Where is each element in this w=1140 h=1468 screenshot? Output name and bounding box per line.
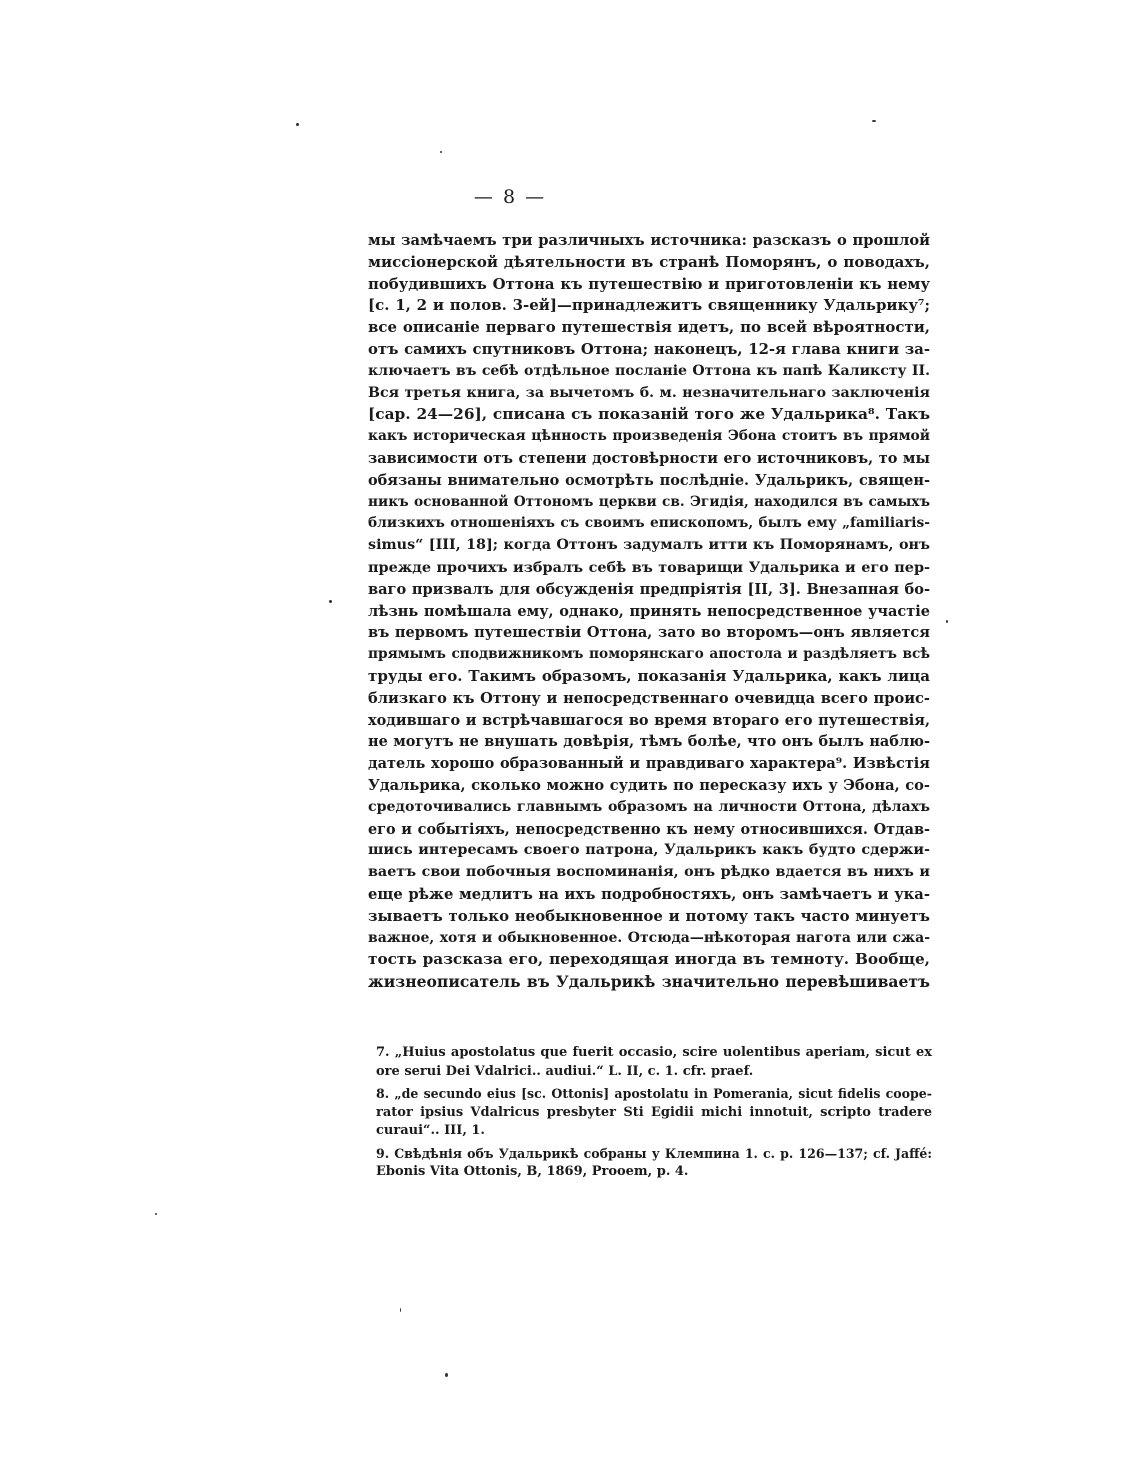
body-line: все описаніе перваго путешествія идетъ, по всей вѣроятности, <box>368 318 930 337</box>
body-line: ваетъ свои побочныя воспоминанія, онъ рѣдко вдается въ нихъ и <box>368 864 930 881</box>
body-line: тость разсказа его, переходящая иногда въ темноту. Вообще, <box>368 950 930 969</box>
body-line: побудившихъ Оттона къ путешествію и приготовленіи къ нему <box>368 274 930 293</box>
body-line: жизнеописатель въ Удальрикѣ значительно перевѣшиваетъ <box>368 972 930 992</box>
scan-speck <box>155 1213 157 1215</box>
footnote-line: 7. „Huius apostolatus que fuerit occasio, scire uolentibus aperiam, sicut ex <box>376 1045 932 1060</box>
body-line: близкихъ отношеніяхъ съ своимъ епископомъ, былъ ему „familiaris- <box>368 515 930 532</box>
body-line: зываетъ только необыкновенное и потому такъ часто минуетъ <box>368 906 930 925</box>
scan-speck <box>946 620 948 623</box>
footnote-line: curaui“.. III, 1. <box>376 1123 485 1138</box>
body-line: его и событіяхъ, непосредственно къ нему относившихся. Отдав- <box>368 820 930 838</box>
footnote-line: 9. Свѣдѣнія объ Удальрикѣ собраны у Клемпина 1. с. р. 126—137; cf. Jaffé: <box>376 1145 932 1161</box>
body-line: ваго призвалъ для обсужденія предпріятія [II, 3]. Внезапная бо- <box>368 580 930 598</box>
body-line: ходившаго и встрѣчавшагося во время втораго его путешествія, <box>368 711 930 729</box>
body-line: мы замѣчаемъ три различныхъ источника: разсказъ о прошлой <box>368 232 930 249</box>
body-line: прямымъ сподвижникомъ поморянскаго апостола и раздѣляетъ всѣ <box>368 646 930 663</box>
body-text <box>368 230 930 993</box>
footnote <box>376 1044 932 1081</box>
body-line: [с. 1, 2 и полов. 3-ей]—принадлежитъ священнику Удальрику⁷; <box>368 296 930 315</box>
body-line: важное, хотя и обыкновенное. Отсюда—нѣкоторая нагота или сжа- <box>368 929 930 946</box>
page-number: — 8 — <box>473 186 547 208</box>
body-line: Вся третья книга, за вычетомъ б. м. незначительнаго заключенія <box>368 384 930 401</box>
scan-speck <box>440 151 442 153</box>
body-line: еще рѣже медлитъ на ихъ подробностяхъ, онъ замѣчаетъ и ука- <box>368 885 930 903</box>
footnotes <box>376 1044 932 1186</box>
body-line: не могутъ не внушать довѣрія, тѣмъ болѣе, что онъ былъ наблю- <box>368 733 930 751</box>
body-line: лѣзнь помѣшала ему, однако, принять непосредственное участіе <box>368 602 930 620</box>
body-line: труды его. Такимъ образомъ, показанія Удальрика, какъ лица <box>368 666 930 685</box>
footnote-line: ore serui Dei Vdalrici.. audiui.“ L. II, c. 1. cfr. praef. <box>376 1063 754 1079</box>
body-line: въ первомъ путешествіи Оттона, зато во второмъ—онъ является <box>368 624 930 642</box>
body-line: шись интересамъ своего патрона, Удальрикъ какъ будто сдержи- <box>368 842 930 859</box>
body-line: датель хорошо образованный и правдиваго характера⁹. Извѣстія <box>368 755 930 773</box>
scan-speck <box>329 600 332 603</box>
scan-speck <box>296 123 299 126</box>
scan-speck <box>400 1308 401 1312</box>
body-line: отъ самихъ спутниковъ Оттона; наконецъ, 12-я глава книги за- <box>368 340 930 358</box>
body-line: simus“ [III, 18]; когда Оттонъ задумалъ итти къ Поморянамъ, онъ <box>368 537 930 554</box>
body-line: обязаны внимательно осмотрѣть послѣдніе. Удальрикъ, священ- <box>368 471 930 489</box>
footnote <box>376 1145 932 1182</box>
scan-speck <box>445 1373 448 1377</box>
body-line: какъ историческая цѣнность произведенія Эбона стоитъ въ прямой <box>368 428 930 445</box>
body-line: Удальрика, сколько можно судить по пересказу ихъ у Эбона, со- <box>368 776 930 794</box>
body-line: никъ основанной Оттономъ церкви св. Эгидія, находился въ самыхъ <box>368 493 930 510</box>
scan-speck <box>872 120 876 122</box>
body-line: близкаго къ Оттону и непосредственнаго очевидца всего проис- <box>368 689 930 707</box>
body-line: прежде прочихъ избралъ себѣ въ товарищи Удальрика и его пер- <box>368 558 930 576</box>
body-line: [сар. 24—26], списана съ показаній того же Удальрика⁸. Такъ <box>368 405 930 424</box>
body-line: зависимости отъ степени достовѣрности его источниковъ, то мы <box>368 449 930 467</box>
body-line: ключаетъ въ себѣ отдѣльное посланіе Оттона къ папѣ Каликсту II. <box>368 362 930 379</box>
footnote-line: 8. „de secundo eius [sc. Ottonis] apostolatu in Pomerania, sicut fidelis coope- <box>376 1086 932 1101</box>
footnote <box>376 1085 932 1141</box>
footnote-line: rator ipsius Vdalricus presbyter Sti Egidii michi innotuit, scripto tradere <box>376 1104 932 1120</box>
body-line: миссіонерской дѣятельности въ странѣ Поморянъ, о поводахъ, <box>368 252 930 271</box>
footnote-line: Ebonis Vita Ottonis, B, 1869, Prooem, p. 4. <box>376 1164 689 1179</box>
body-line: средоточивались главнымъ образомъ на личности Оттона, дѣлахъ <box>368 798 930 815</box>
